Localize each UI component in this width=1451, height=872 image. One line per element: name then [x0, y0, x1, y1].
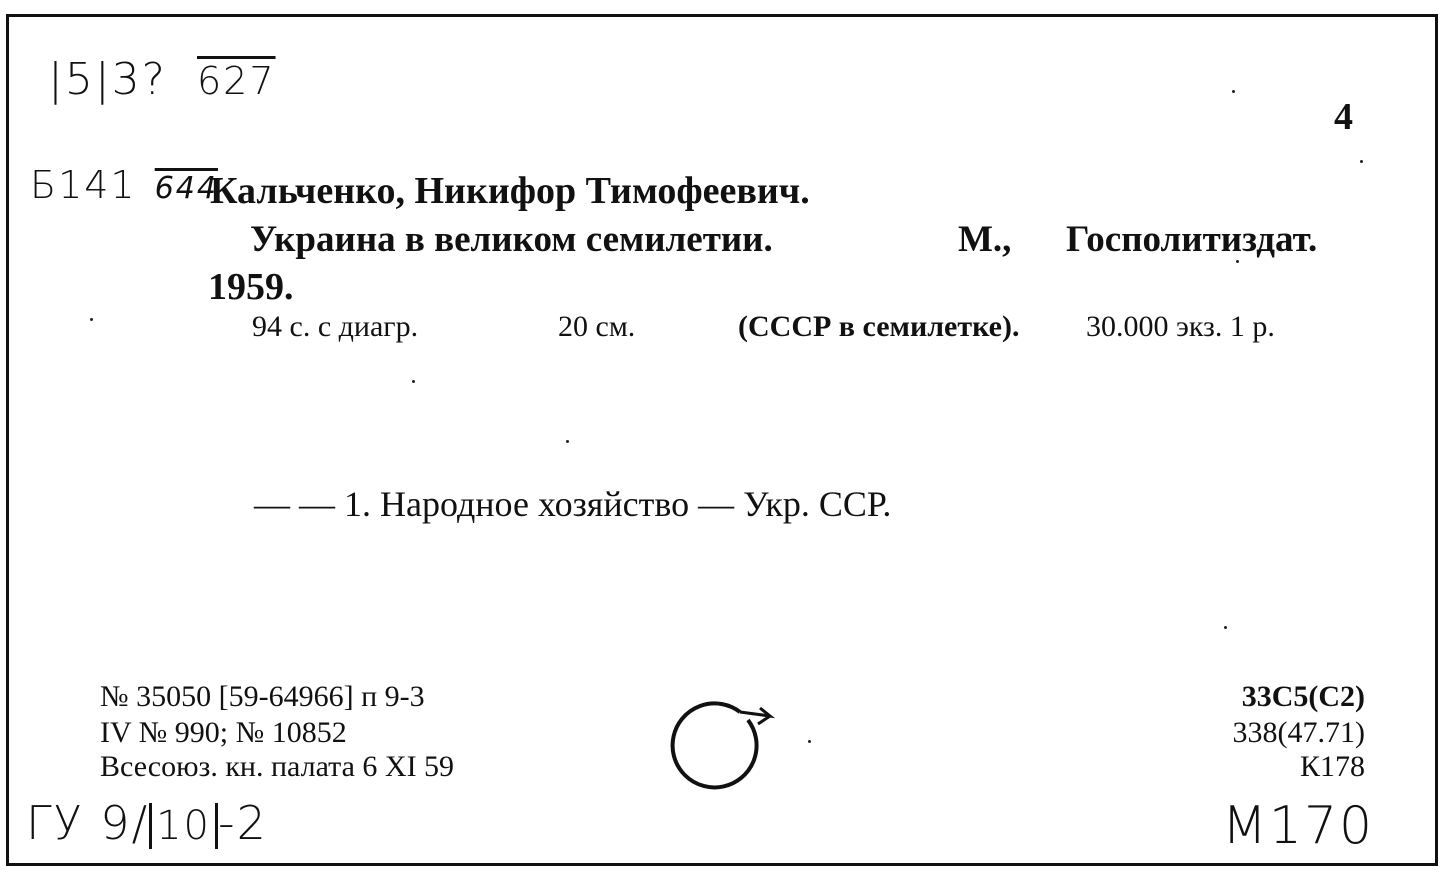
- footer-registration-3: Всесоюз. кн. палата 6 XI 59: [100, 750, 455, 783]
- handwritten-author-prefix: [30, 163, 218, 207]
- footer-registration-1: № 35050 [59-64966] п 9-3: [100, 680, 425, 713]
- author-heading: Кальченко, Никифор Тимофеевич.: [210, 170, 810, 212]
- handwritten-code-1: |5|3?: [48, 54, 167, 105]
- speck: [1224, 626, 1227, 629]
- series-note: (СССР в семилетке).: [738, 310, 1020, 343]
- speck: [1232, 90, 1235, 93]
- speck: [412, 380, 415, 383]
- speck: [1360, 160, 1363, 163]
- handwritten-gu-tail: -2: [217, 796, 268, 850]
- footer-registration-2: IV № 990; № 10852: [100, 716, 347, 749]
- speck: [566, 440, 569, 443]
- speck: [90, 318, 93, 321]
- handwritten-call-number: [48, 54, 276, 105]
- pagination: 94 с. с диагр.: [252, 310, 419, 343]
- speck: [808, 740, 811, 743]
- author-mark: К178: [1299, 750, 1365, 783]
- publication-place: М.,: [958, 219, 1012, 260]
- circulation-price: 30.000 экз. 1 р.: [1086, 310, 1275, 343]
- publication-year: 1959.: [208, 266, 294, 308]
- handwritten-gu: ГУ 9: [26, 796, 132, 850]
- classification-1: 33С5(С2): [1241, 680, 1365, 713]
- handwritten-bottom-right: М170: [1222, 796, 1375, 856]
- subject-heading: — — 1. Народное хозяйство — Укр. ССР.: [254, 484, 892, 524]
- handwritten-code-2: 627: [197, 59, 276, 103]
- handwritten-prefix-1: Б141: [30, 163, 137, 207]
- speck: [1236, 260, 1239, 263]
- circle-mark-icon: [660, 690, 790, 800]
- handwritten-bottom-left: ГУ 9/ 10 -2: [26, 796, 268, 850]
- book-title: Украина в великом семилетии.: [250, 219, 773, 260]
- book-size: 20 см.: [558, 310, 636, 343]
- classification-2: 338(47.71): [1232, 716, 1365, 749]
- handwritten-gu-sub: 10: [149, 803, 218, 849]
- publisher: Госполитиздат.: [1066, 219, 1318, 260]
- card-number: 4: [1334, 96, 1353, 138]
- handwritten-prefix-2: 644: [154, 171, 218, 206]
